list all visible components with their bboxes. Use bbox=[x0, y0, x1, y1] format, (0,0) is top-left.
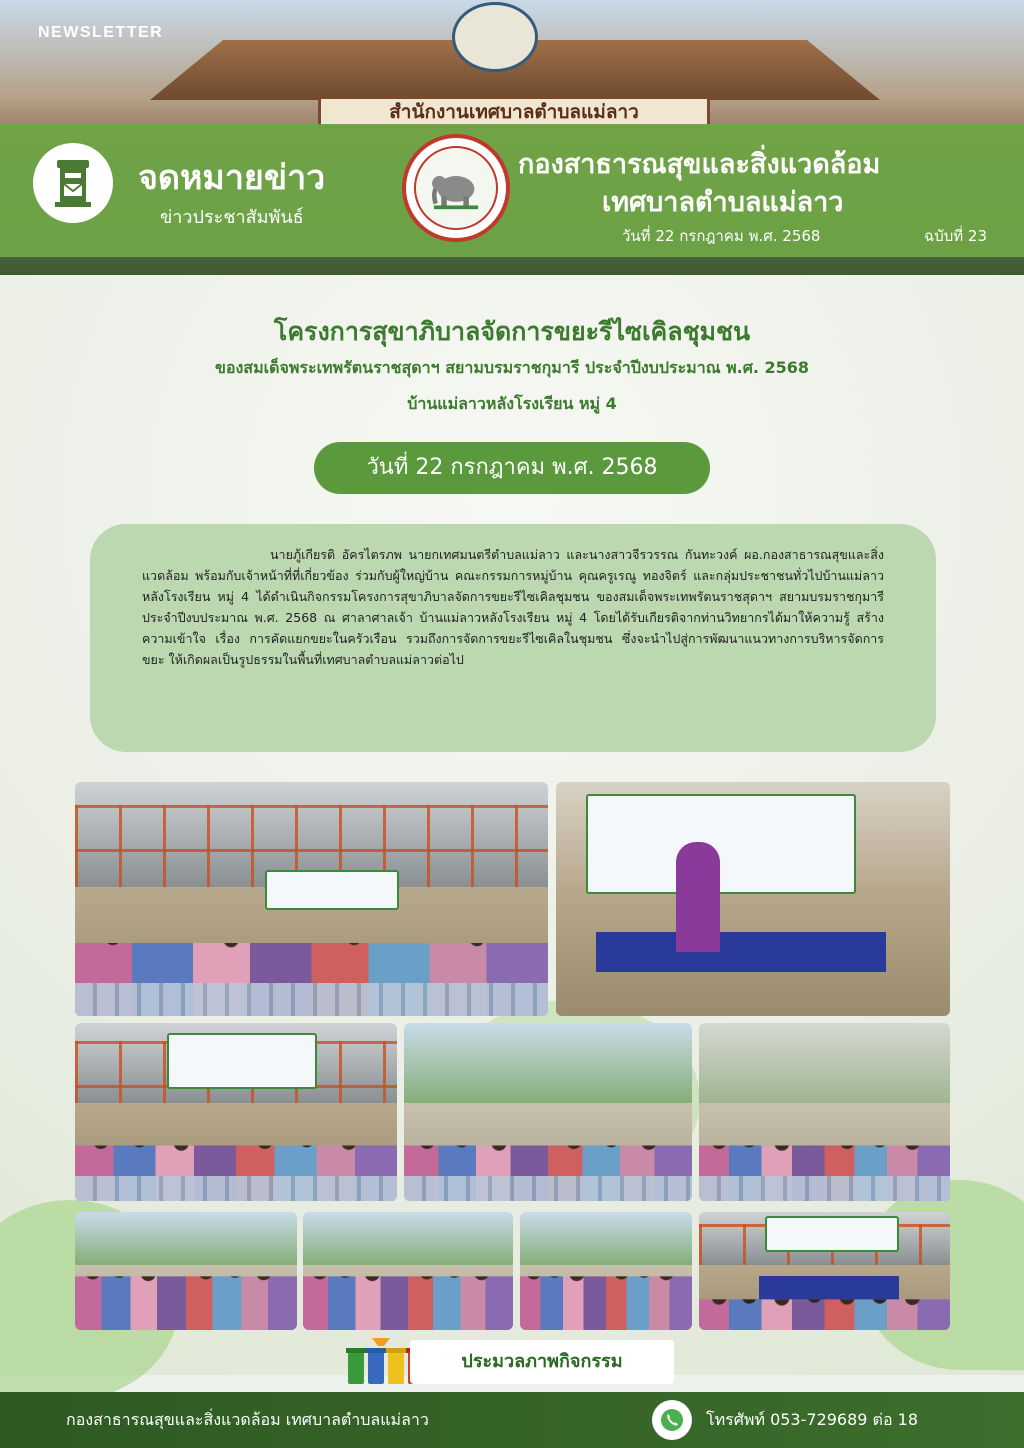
event-date-pill: วันที่ 22 กรกฎาคม พ.ศ. 2568 bbox=[314, 442, 710, 494]
mailbox-icon bbox=[33, 143, 113, 223]
activity-photo bbox=[699, 1023, 950, 1201]
issue-number: ฉบับที่ 23 bbox=[924, 227, 988, 245]
newsletter-title: จดหมายข่าว bbox=[138, 158, 326, 198]
newsletter-subtitle: ข่าวประชาสัมพันธ์ bbox=[160, 207, 304, 228]
activity-photo bbox=[75, 1212, 297, 1330]
activity-photo bbox=[303, 1212, 513, 1330]
municipality-seal-icon bbox=[402, 134, 510, 242]
body-paragraph: นายภู้เกียรติ อัครไตรภพ นายกเทศมนตรีตำบลแม่ลาว และนางสาวจีรวรรณ กันทะวงค์ ผอ.กองสาธารณสุขและสิ่งแวดล้อม พร้อมกับเจ้าหน้าที่ที่เกี่ยวข้อง ร่วมกับผู้ใหญ่บ้าน คณะกรรมการหมู่บ้าน คุณครูเรณู ทองจิตร์ และกลุ่มประชาชนทั่วไปบ้านแม่ลาวหลังโรงเรียน หมู่ 4 ได้ดำเนินกิจกรรมโครงการสุขาภิบาลจัดการขยะรีไซเคิลชุมชน ของสมเด็จพระเทพรัตนราชสุดาฯ สยามบรมราชกุมารี ประจำปีงบประมาณ พ.ศ. 2568 ณ ศาลาศาลเจ้า บ้านแม่ลาวหลังโรงเรียน หมู่ 4 โดยได้รับเกียรติจากท่านวิทยากรได้มาให้ความรู้ สร้างความเข้าใจ เรื่อง การคัดแยกขยะในครัวเรือน รวมถึงการจัดการขยะรีไซเคิลในชุมชน ซึ่งจะนำไปสู่การพัฒนาแนวทางการบริหารจัดการขยะ ให้เกิดผลเป็นรูปธรรมในพื้นที่เทศบาลตำบลแม่ลาวต่อไป bbox=[142, 547, 884, 667]
building-seal-icon bbox=[452, 2, 538, 72]
project-title: โครงการสุขาภิบาลจัดการขยะรีไซเคิลชุมชน bbox=[273, 317, 751, 346]
project-subtitle: ของสมเด็จพระเทพรัตนราชสุดาฯ สยามบรมราชกุมารี ประจำปีงบประมาณ พ.ศ. 2568 bbox=[214, 358, 810, 377]
activity-photo bbox=[520, 1212, 692, 1330]
issue-date: วันที่ 22 กรกฎาคม พ.ศ. 2568 bbox=[622, 227, 821, 245]
org-name-line1: กองสาธารณสุขและสิ่งแวดล้อม bbox=[518, 149, 881, 180]
activity-photo bbox=[75, 782, 548, 1016]
activity-photo bbox=[75, 1023, 397, 1201]
footer-phone: โทรศัพท์ 053-729689 ต่อ 18 bbox=[706, 1410, 918, 1429]
phone-icon bbox=[652, 1400, 692, 1440]
gallery-label: ประมวลภาพกิจกรรม bbox=[410, 1340, 674, 1384]
activity-photo bbox=[699, 1212, 950, 1330]
org-name-line2: เทศบาลตำบลแม่ลาว bbox=[602, 187, 844, 218]
newsletter-tag: NEWSLETTER bbox=[38, 24, 164, 41]
project-location: บ้านแม่ลาวหลังโรงเรียน หมู่ 4 bbox=[407, 394, 617, 413]
activity-photo bbox=[404, 1023, 692, 1201]
building-sign: สำนักงานเทศบาลตำบลแม่ลาว bbox=[318, 96, 710, 128]
activity-photo bbox=[556, 782, 950, 1016]
footer-org: กองสาธารณสุขและสิ่งแวดล้อม เทศบาลตำบลแม่ลาว bbox=[66, 1410, 429, 1429]
body-text-box bbox=[90, 524, 936, 752]
